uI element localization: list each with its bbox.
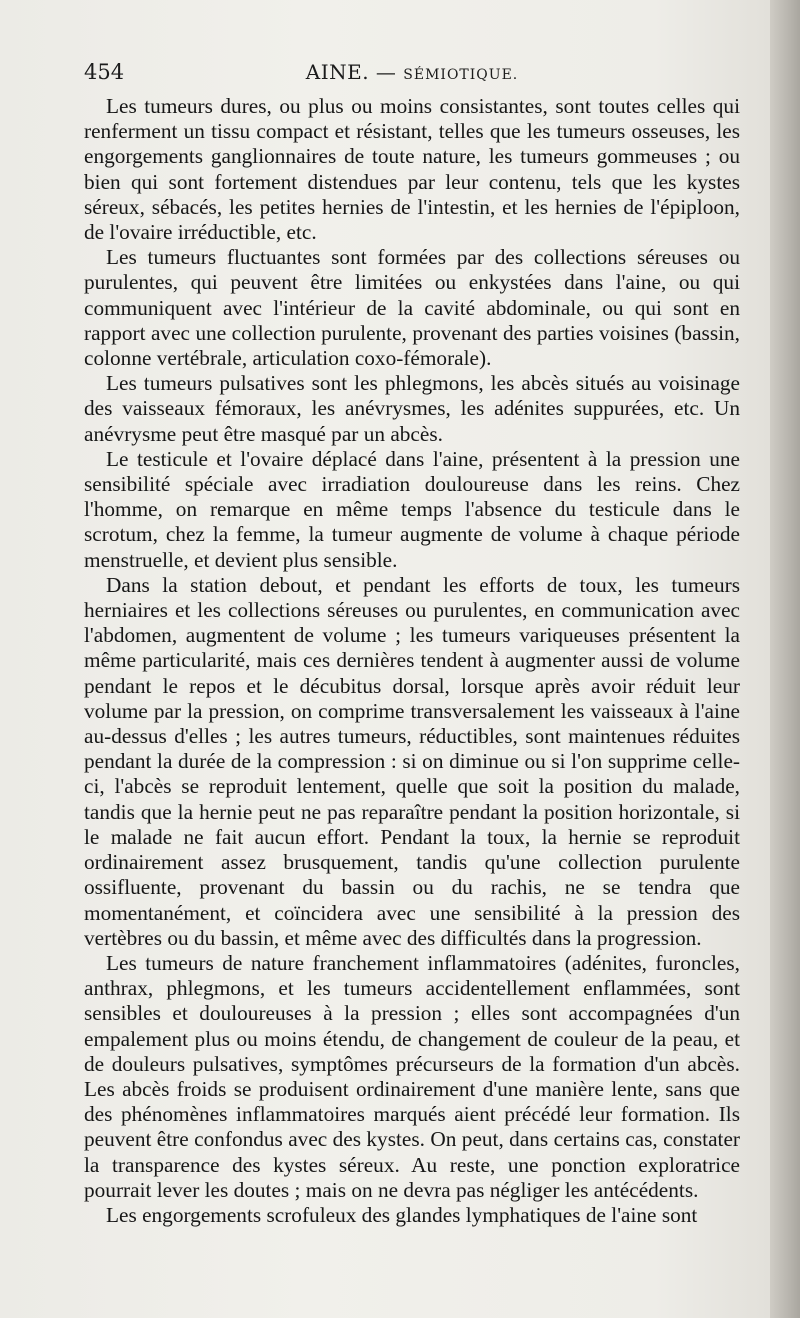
page-number: 454 xyxy=(84,60,125,84)
running-head-section: SÉMIOTIQUE. xyxy=(403,67,519,83)
page-header xyxy=(84,60,740,90)
body-text xyxy=(84,94,740,1228)
running-head-dash: — xyxy=(375,60,397,84)
paragraph-scrofulous: Les engorgements scrofuleux des glandes lymphatiques de l'aine sont xyxy=(106,1202,698,1227)
paragraph-testicle-ovary: Le testicule et l'ovaire déplacé dans l'aine, présentent à la pression une sensibilité spéciale avec irradiation douloureuse dans les reins. Chez l'homme, on remarque en même temps l'absence du testicule dans le scrotum, chez la femme, la tumeur augmente de volume à chaque période menstruelle, et devient plus sensible. xyxy=(84,446,740,572)
paragraph-inflammatory-tumors: Les tumeurs de nature franchement inflammatoires (adénites, furoncles, anthrax, phlegmons, et les tumeurs accidentellement enflammées, sont sensibles et douloureuses à la pression ; elles sont accompagnées d'un empalement plus ou moins étendu, de changement de couleur de la peau, et de douleurs pulsatives, symptômes précurseurs de la formation d'un abcès. Les abcès froids se produisent ordinairement d'une manière lente, sans que des phénomènes inflammatoires marqués aient précédé leur formation. Ils peuvent être confondus avec des kystes. On peut, dans certains cas, constater la transparence des kystes séreux. Au reste, une ponction exploratrice pourrait lever les doutes ; mais on ne devra pas négliger les antécédents. xyxy=(84,950,740,1202)
running-head-title: AINE. xyxy=(305,60,370,84)
paragraph-pulsatile-tumors: Les tumeurs pulsatives sont les phlegmons, les abcès situés au voisinage des vaisseaux fémoraux, les anévrysmes, les adénites suppurées, etc. Un anévrysme peut être masqué par un abcès. xyxy=(84,371,740,446)
paragraph-standing-position: Dans la station debout, et pendant les efforts de toux, les tumeurs herniaires et les collections séreuses ou purulentes, en communication avec l'abdomen, augmentent de volume ; les tumeurs variqueuses présentent la même particularité, mais ces dernières tendent à augmenter aussi de volume pendant le repos et le décubitus dorsal, lorsque après avoir réduit leur volume par la pression, on comprime transversalement les vaisseaux à l'aine au-dessus d'elles ; les autres tumeurs, réductibles, sont maintenues réduites pendant la durée de la compression : si on diminue ou si l'on supprime celle-ci, l'abcès se reproduit lentement, quelle que soit la position du malade, tandis que la hernie peut ne pas reparaître pendant la position horizontale, si le malade ne fait aucun effort. Pendant la toux, la hernie se reproduit ordinairement assez brusquement, tandis qu'une collection purulente ossifluente, provenant du bassin ou du rachis, ne se tendra que momentanément, et coïncidera avec une sensibilité à la pression des vertèbres ou du bassin, et même avec des difficultés dans la progression. xyxy=(84,572,740,950)
paragraph-hard-tumors: Les tumeurs dures, ou plus ou moins consistantes, sont toutes celles qui renferment un tissu compact et résistant, telles que les tumeurs osseuses, les engorgements ganglionnaires de toute nature, les tumeurs gommeuses ; ou bien qui sont fortement distendues par leur contenu, tels que les kystes séreux, sébacés, les petites hernies de l'intestin, et les hernies de l'épiploon, de l'ovaire irréductible, etc. xyxy=(84,94,740,245)
running-head xyxy=(84,60,740,84)
page-gutter xyxy=(770,0,800,1318)
paragraph-fluctuating-tumors: Les tumeurs fluctuantes sont formées par des collections séreuses ou purulentes, qui peuvent être limitées ou enkystées dans l'aine, ou qui communiquent avec l'intérieur de la cavité abdominale, ou qui sont en rapport avec une collection purulente, provenant des parties voisines (bassin, colonne vertébrale, articulation coxo-fémorale). xyxy=(84,245,740,371)
